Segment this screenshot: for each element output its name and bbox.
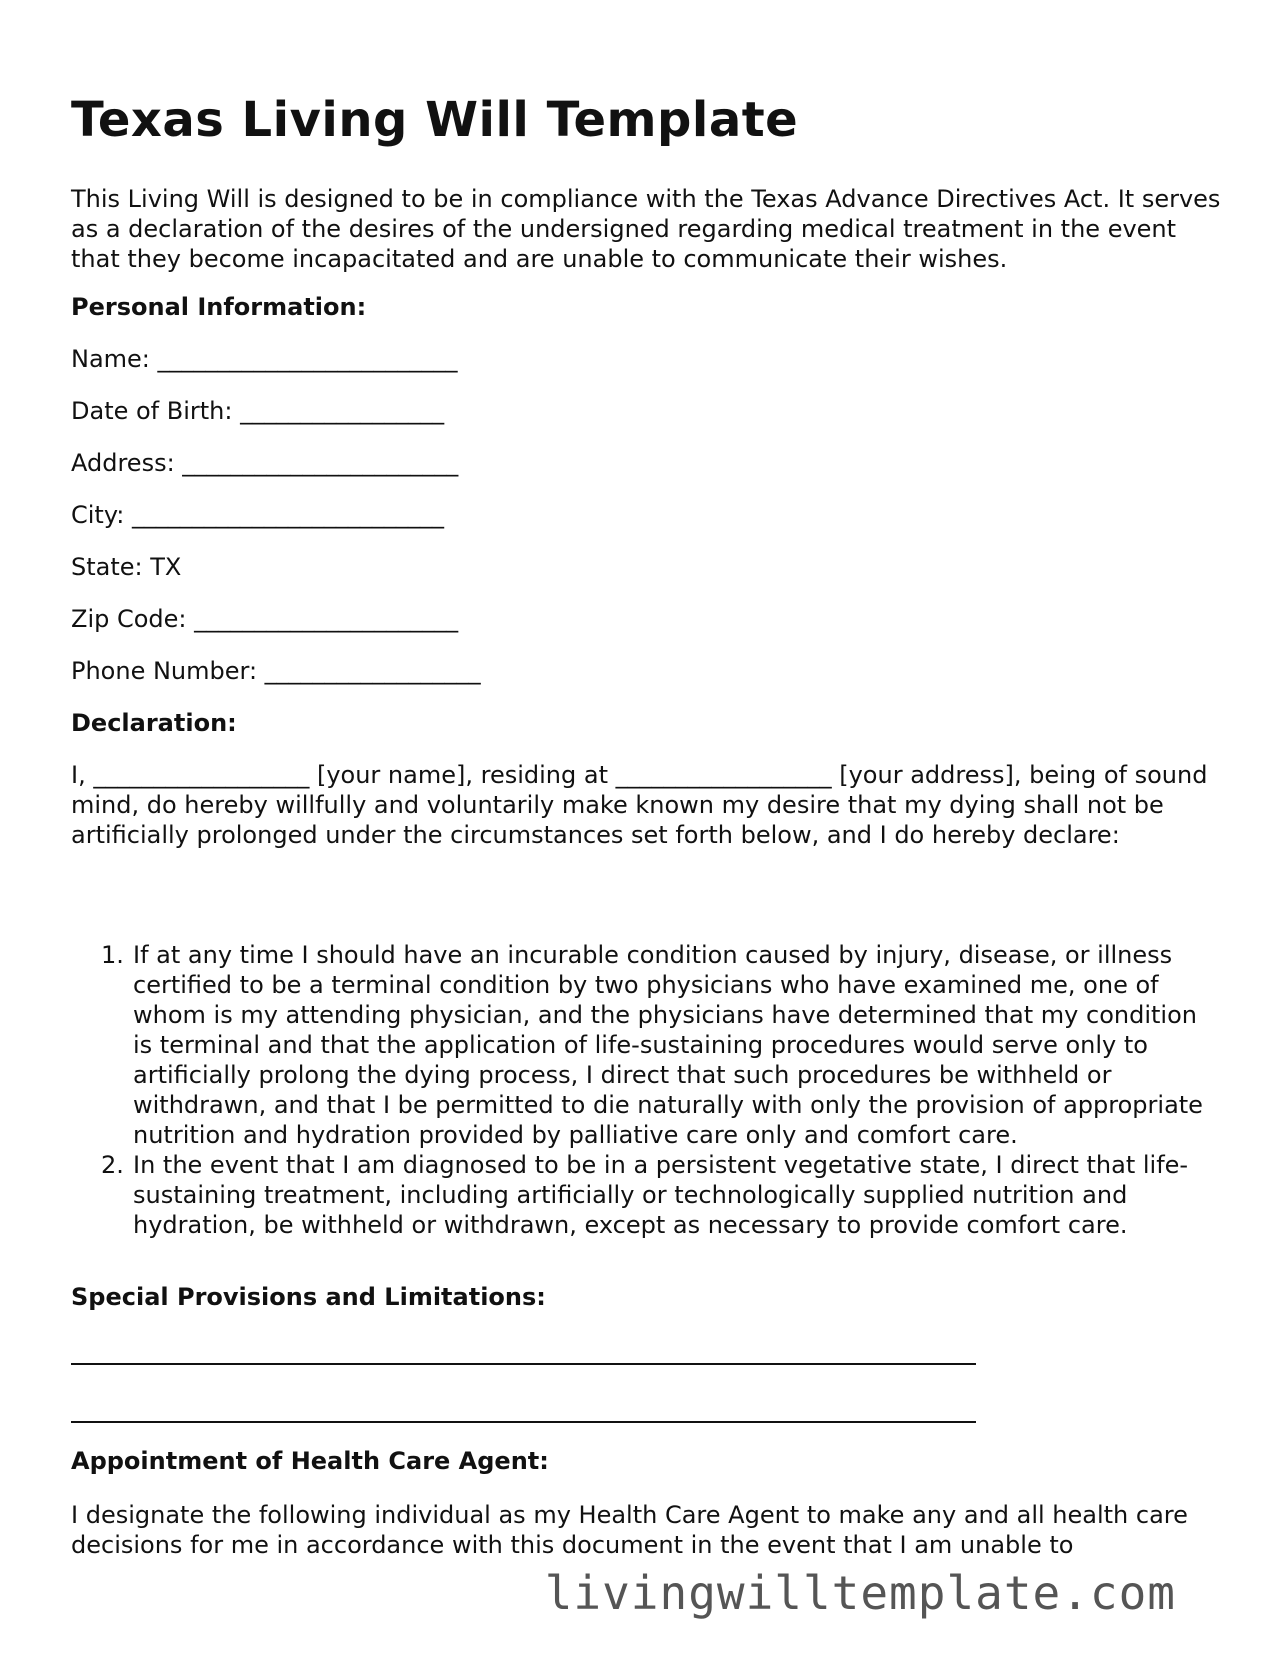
special-provisions-blank-line	[71, 1363, 976, 1365]
declaration-list	[71, 940, 1221, 1240]
address-field: Address: _______________________	[71, 449, 459, 477]
declaration-paragraph: I, __________________ [your name], residing at __________________ [your address], being of sound mind, do hereby willfully and voluntarily make known my desire that my dying shall not be artificially prolonged under the circumstances set forth below, and I do hereby declare:	[71, 761, 1208, 849]
page-title: Texas Living Will Template	[71, 92, 799, 148]
list-item	[71, 1150, 1221, 1240]
list-item-number: 1.	[101, 941, 124, 969]
personal-info-heading: Personal Information:	[71, 293, 367, 321]
agent-paragraph: I designate the following individual as my Health Care Agent to make any and all health care decisions for me in accordance with this document in the event that I am unable to	[71, 1501, 1188, 1559]
list-item-number: 2.	[101, 1151, 124, 1179]
state-field: State: TX	[71, 553, 182, 581]
intro-paragraph: This Living Will is designed to be in compliance with the Texas Advance Directives Act. It serves as a declaration of the desires of the undersigned regarding medical treatment in the event that they become incapacitated and are unable to communicate their wishes.	[71, 185, 1221, 273]
special-provisions-blank-line	[71, 1421, 976, 1423]
phone-field: Phone Number: __________________	[71, 657, 481, 685]
dob-field: Date of Birth: _________________	[71, 397, 445, 425]
list-item-text: If at any time I should have an incurable condition caused by injury, disease, or illness certified to be a terminal condition by two physicians who have examined me, one of whom is my attending physician, and the physicians have determined that my condition is terminal and that the application of life-sustaining procedures would serve only to artificially prolong the dying process, I direct that such procedures be withheld or withdrawn, and that I be permitted to die naturally with only the provision of appropriate nutrition and hydration provided by palliative care only and comfort care.	[133, 941, 1203, 1149]
agent-heading: Appointment of Health Care Agent:	[71, 1447, 549, 1475]
city-field: City: __________________________	[71, 501, 445, 529]
name-field: Name: _________________________	[71, 345, 458, 373]
list-item	[71, 940, 1221, 1150]
watermark-text: livingwilltemplate.com	[544, 1566, 1176, 1620]
special-provisions-heading: Special Provisions and Limitations:	[71, 1283, 546, 1311]
zip-field: Zip Code: ______________________	[71, 605, 459, 633]
declaration-heading: Declaration:	[71, 709, 237, 737]
list-item-text: In the event that I am diagnosed to be in a persistent vegetative state, I direct that life-sustaining treatment, including artificially or technologically supplied nutrition and hydration, be withheld or withdrawn, except as necessary to provide comfort care.	[133, 1151, 1189, 1239]
